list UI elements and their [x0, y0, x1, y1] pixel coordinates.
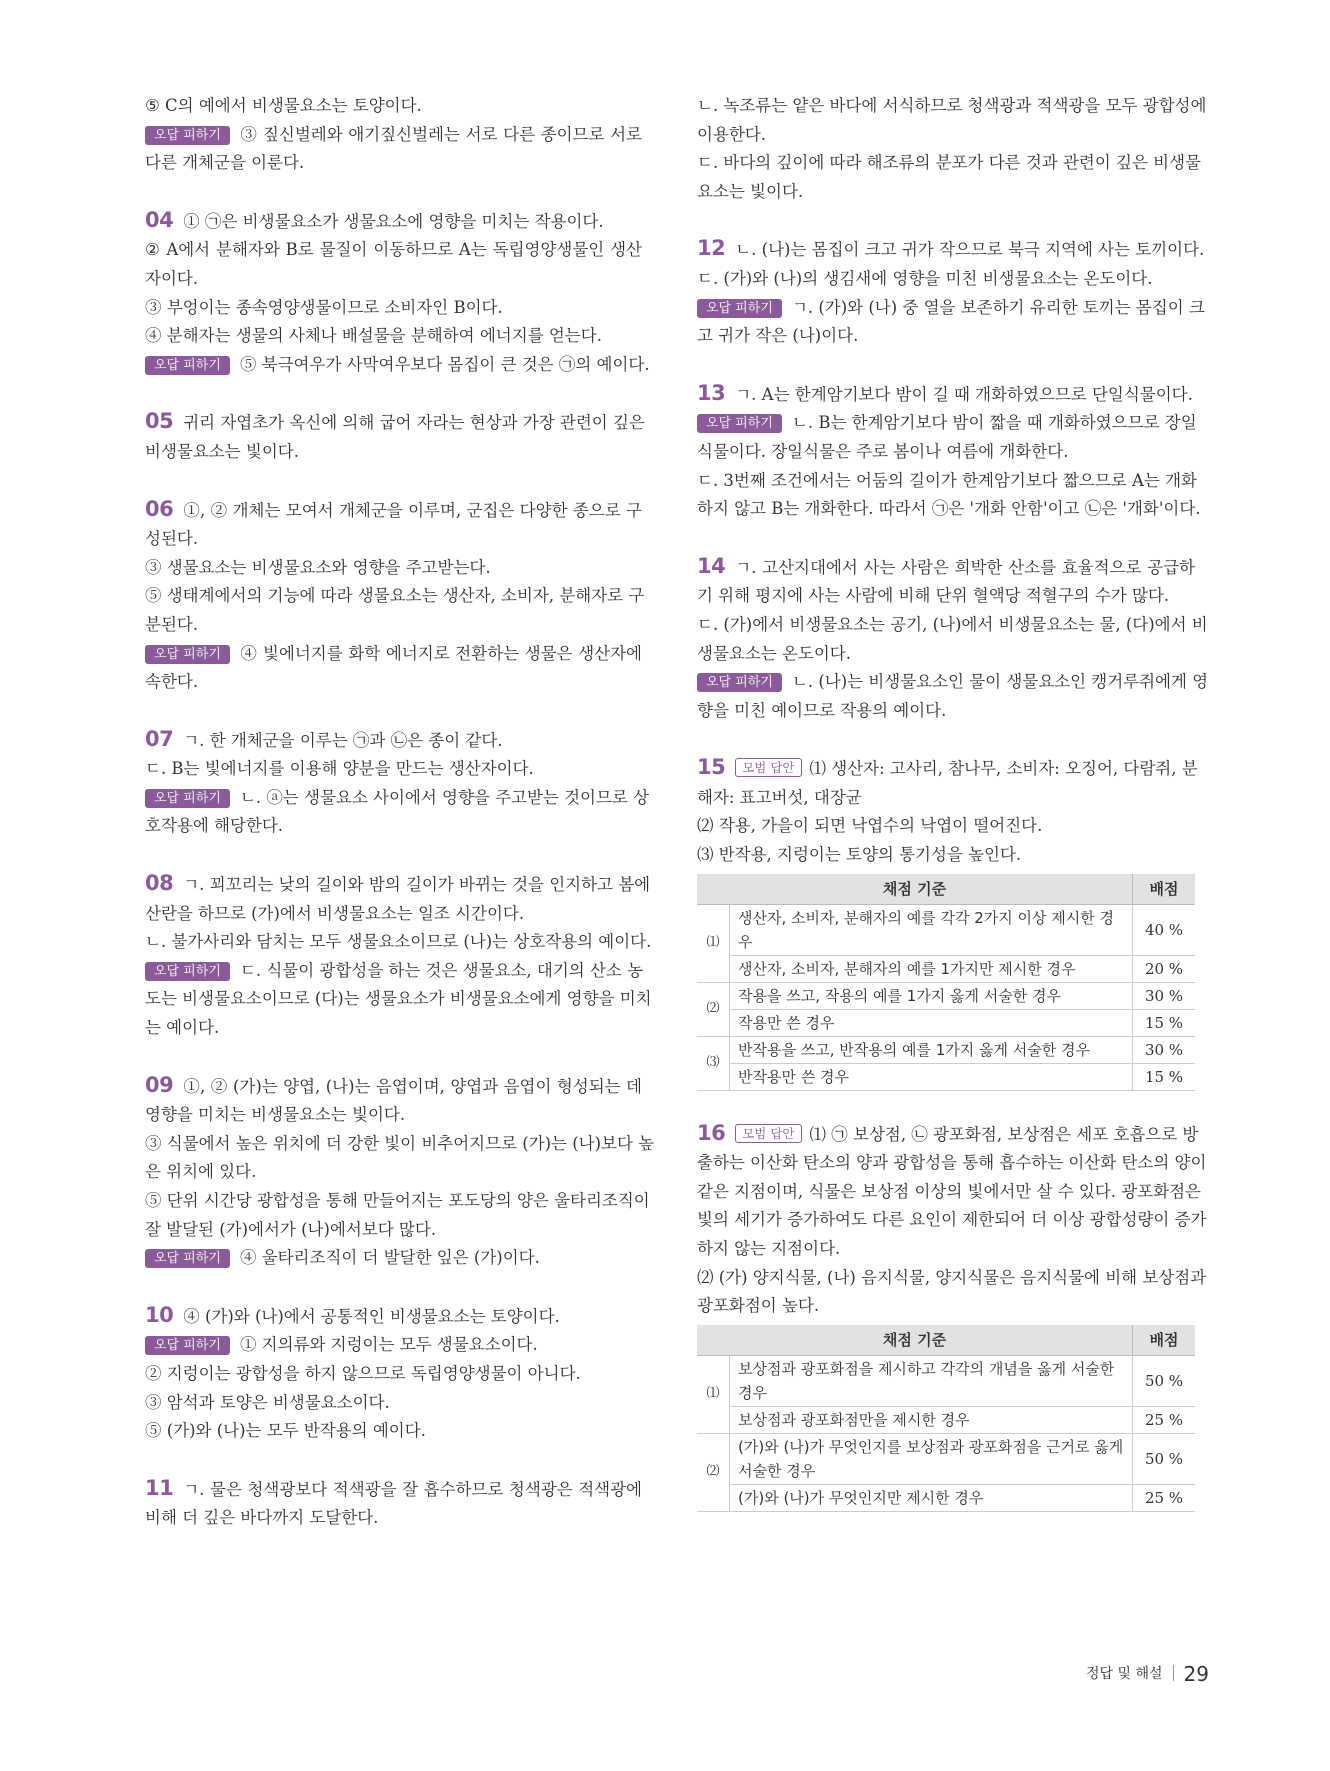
text-line: 하지 않는 지점이다. — [697, 1239, 841, 1259]
text-line: ⑤ 단위 시간당 광합성을 통해 만들어지는 포도당의 양은 울타리조직이 — [145, 1191, 650, 1210]
text-line: 고 귀가 작은 (나)이다. — [697, 326, 859, 346]
answer-05 — [145, 407, 645, 466]
text-line: ㄴ. (나)는 몸집이 크고 귀가 작으므로 북극 지역에 사는 토끼이다. — [735, 240, 1205, 260]
wrong-answer-badge: 오답 피하기 — [145, 962, 230, 981]
criteria-cell: 보상점과 광포화점만을 제시한 경우 — [730, 1406, 1133, 1433]
table-row — [697, 1355, 1195, 1406]
scoring-table-16 — [697, 1325, 1195, 1512]
footer-label: 정답 및 해설 — [1086, 1666, 1163, 1682]
footer-divider — [1173, 1665, 1174, 1681]
criteria-cell: 반작용만 쓴 경우 — [730, 1063, 1133, 1090]
text-line: ①, ② 개체는 모여서 개체군을 이루며, 군집은 다양한 종으로 구 — [183, 500, 642, 520]
text-line: ④ (가)와 (나)에서 공통적인 비생물요소는 토양이다. — [183, 1306, 560, 1326]
text-line: ② 지렁이는 광합성을 하지 않으므로 독립영양생물이 아니다. — [145, 1363, 581, 1383]
text-line: ⑴ 생산자: 고사리, 참나무, 소비자: 오징어, 다람쥐, 분 — [809, 759, 1198, 779]
table-row — [697, 1036, 1195, 1063]
text-line: ④ 분해자는 생물의 사체나 배설물을 분해하여 에너지를 얻는다. — [145, 326, 602, 346]
wrong-answer-badge: 오답 피하기 — [697, 673, 782, 692]
text-line: ④ 빛에너지를 화학 에너지로 전환하는 생물은 생산자에 — [239, 643, 642, 663]
table-row — [697, 955, 1195, 982]
answer-16 — [697, 1119, 1207, 1321]
criteria-cell: 생산자, 소비자, 분해자의 예를 각각 2가지 이상 제시한 경우 — [730, 904, 1133, 955]
table-row — [697, 1009, 1195, 1036]
wrong-answer-badge: 오답 피하기 — [145, 1249, 230, 1268]
question-number: 10 — [145, 1302, 174, 1327]
text-line: ㄷ. (가)에서 비생물요소는 공기, (나)에서 비생물요소는 물, (다)에서 비 — [697, 614, 1208, 634]
answer-11-continued — [697, 92, 1207, 206]
table-row — [697, 904, 1195, 955]
text-line: 해자: 표고버섯, 대장균 — [697, 787, 862, 807]
criteria-cell: (가)와 (나)가 무엇인지를 보상점과 광포화점을 근거로 옳게 서술한 경우 — [730, 1433, 1133, 1484]
table-row — [697, 982, 1195, 1009]
text-line: ㄷ. 3번째 조건에서는 어둠의 길이가 한계암기보다 짧으므로 A는 개화 — [697, 470, 1197, 490]
points-cell: 30 % — [1133, 1036, 1196, 1063]
table-header-criteria: 채점 기준 — [697, 874, 1133, 905]
text-line: 자이다. — [145, 268, 199, 288]
text-line: ⑤ 북극여우가 사막여우보다 몸집이 큰 것은 ㉠의 예이다. — [239, 354, 650, 374]
text-line: ③ 짚신벌레와 애기짚신벌레는 서로 다른 종이므로 서로 — [239, 124, 642, 144]
text-line: 잘 발달된 (가)에서가 (나)에서보다 많다. — [145, 1219, 437, 1239]
criteria-cell: 반작용을 쓰고, 반작용의 예를 1가지 옳게 서술한 경우 — [730, 1036, 1133, 1063]
model-answer-badge: 모범 답안 — [735, 1124, 801, 1143]
question-number: 09 — [145, 1072, 174, 1097]
text-line: 빛의 세기가 증가하여도 다른 요인이 제한되어 더 이상 광합성량이 증가 — [697, 1210, 1207, 1230]
wrong-answer-badge: 오답 피하기 — [145, 1336, 230, 1355]
criteria-cell: 보상점과 광포화점을 제시하고 각각의 개념을 옳게 서술한 경우 — [730, 1355, 1133, 1406]
text-line: ㄴ. (나)는 비생물요소인 물이 생물요소인 캥거루쥐에게 영 — [791, 672, 1209, 692]
text-line: ①, ② (가)는 양엽, (나)는 음엽이며, 양엽과 음엽이 형성되는 데 — [183, 1076, 642, 1096]
wrong-answer-badge: 오답 피하기 — [145, 645, 230, 664]
question-number: 13 — [697, 380, 726, 405]
text-line: ③ 부엉이는 종속영양생물이므로 소비자인 B이다. — [145, 297, 503, 317]
text-line: ㄱ. A는 한계암기보다 밤이 길 때 개화하였으므로 단일식물이다. — [735, 384, 1193, 404]
text-line: ⑤ (가)와 (나)는 모두 반작용의 예이다. — [145, 1421, 426, 1441]
answer-04 — [145, 206, 650, 380]
wrong-answer-badge: 오답 피하기 — [145, 356, 230, 375]
text-line: 요소는 빛이다. — [697, 181, 804, 201]
points-cell: 25 % — [1133, 1484, 1196, 1511]
text-line: 생물요소는 온도이다. — [697, 643, 851, 663]
answer-15 — [697, 753, 1198, 869]
question-number: 07 — [145, 726, 174, 751]
page-number: 29 — [1183, 1662, 1209, 1686]
table-row — [697, 1484, 1195, 1511]
points-cell: 20 % — [1133, 955, 1196, 982]
text-line: ③ 생물요소는 비생물요소와 영향을 주고받는다. — [145, 557, 491, 577]
points-cell: 50 % — [1133, 1355, 1196, 1406]
text-line: 은 위치에 있다. — [145, 1162, 257, 1182]
table-row — [697, 1433, 1195, 1484]
text-line: ㄱ. 고산지대에서 사는 사람은 희박한 산소를 효율적으로 공급하 — [735, 557, 1195, 577]
part-label: ⑵ — [697, 982, 730, 1036]
text-line: ㄱ. 한 개체군을 이루는 ㉠과 ㉡은 종이 같다. — [183, 730, 503, 750]
table-header-criteria: 채점 기준 — [697, 1325, 1133, 1356]
text-line: ② A에서 분해자와 B로 물질이 이동하므로 A는 독립영양생물인 생산 — [145, 240, 642, 260]
question-number: 15 — [697, 755, 726, 780]
table-header-points: 배점 — [1133, 874, 1196, 905]
text-line: ⑤ 생태계에서의 기능에 따라 생물요소는 생산자, 소비자, 분해자로 구 — [145, 586, 645, 606]
text-line: 도는 비생물요소이므로 (다)는 생물요소가 비생물요소에게 영향을 미치 — [145, 989, 652, 1009]
text-line: 속한다. — [145, 672, 199, 692]
question-number: 12 — [697, 236, 726, 261]
text-line: ⑵ (가) 양지식물, (나) 음지식물, 양지식물은 음지식물에 비해 보상점과 — [697, 1267, 1207, 1287]
text-line: ㄱ. 물은 청색광보다 적색광을 잘 흡수하므로 청색광은 적색광에 — [183, 1479, 642, 1499]
wrong-answer-badge: 오답 피하기 — [145, 789, 230, 808]
text-line: 향을 미친 예이므로 작용의 예이다. — [697, 700, 947, 720]
text-line: ⑤ C의 예에서 비생물요소는 토양이다. — [145, 96, 422, 115]
text-line: 비생물요소는 빛이다. — [145, 441, 299, 461]
text-line: 기 위해 평지에 사는 사람에 비해 단위 혈액당 적혈구의 수가 많다. — [697, 586, 1170, 606]
answer-14 — [697, 552, 1209, 726]
text-line: ㄴ. B는 한계암기보다 밤이 짧을 때 개화하였으므로 장일 — [791, 413, 1197, 433]
table-header-points: 배점 — [1133, 1325, 1196, 1356]
wrong-answer-badge: 오답 피하기 — [145, 126, 230, 145]
text-line: 비해 더 깊은 바다까지 도달한다. — [145, 1508, 379, 1528]
part-label: ⑶ — [697, 1036, 730, 1090]
text-line: 광포화점이 높다. — [697, 1296, 820, 1316]
criteria-cell: (가)와 (나)가 무엇인지만 제시한 경우 — [730, 1484, 1133, 1511]
text-line: ㄴ. 녹조류는 얕은 바다에 서식하므로 청색광과 적색광을 모두 광합성에 — [697, 96, 1207, 115]
text-line: 식물이다. 장일식물은 주로 봄이나 여름에 개화한다. — [697, 441, 1069, 461]
answer-13 — [697, 379, 1201, 524]
points-cell: 40 % — [1133, 904, 1196, 955]
question-number: 11 — [145, 1475, 174, 1500]
text-line: ① 지의류와 지렁이는 모두 생물요소이다. — [239, 1335, 538, 1355]
wrong-answer-badge: 오답 피하기 — [697, 299, 782, 318]
text-line: ㄷ. B는 빛에너지를 이용해 양분을 만드는 생산자이다. — [145, 759, 534, 779]
text-line: 이용한다. — [697, 124, 767, 144]
text-line: 출하는 이산화 탄소의 양과 광합성을 통해 흡수하는 이산화 탄소의 양이 — [697, 1153, 1207, 1173]
part-label: ⑵ — [697, 1433, 730, 1511]
text-line: 성된다. — [145, 529, 199, 549]
wrong-answer-badge: 오답 피하기 — [697, 414, 782, 433]
text-line: ㄱ. 꾀꼬리는 낮의 길이와 밤의 길이가 바뀌는 것을 인지하고 봄에 — [183, 875, 651, 895]
part-label: ⑴ — [697, 904, 730, 982]
points-cell: 15 % — [1133, 1009, 1196, 1036]
text-line: 귀리 자엽초가 옥신에 의해 굽어 자라는 현상과 가장 관련이 깊은 — [183, 413, 645, 433]
question-number: 16 — [697, 1120, 726, 1145]
criteria-cell: 작용을 쓰고, 작용의 예를 1가지 옳게 서술한 경우 — [730, 982, 1133, 1009]
table-row — [697, 1406, 1195, 1433]
text-line: 호작용에 해당한다. — [145, 816, 284, 836]
text-line: 분된다. — [145, 614, 199, 634]
points-cell: 25 % — [1133, 1406, 1196, 1433]
text-line: 같은 지점이며, 식물은 보상점 이상의 빛에서만 살 수 있다. 광포화점은 — [697, 1181, 1201, 1201]
text-line: 는 예이다. — [145, 1018, 220, 1038]
points-cell: 15 % — [1133, 1063, 1196, 1090]
text-line: ㄱ. (가)와 (나) 중 열을 보존하기 유리한 토끼는 몸집이 크 — [791, 297, 1205, 317]
page-footer — [1086, 1662, 1209, 1686]
points-cell: 50 % — [1133, 1433, 1196, 1484]
text-line: ③ 식물에서 높은 위치에 더 강한 빛이 비추어지므로 (가)는 (나)보다 높 — [145, 1133, 655, 1153]
text-line: 다른 개체군을 이룬다. — [145, 153, 305, 173]
text-line: 산란을 하므로 (가)에서 비생물요소는 일조 시간이다. — [145, 903, 525, 923]
scoring-table-15 — [697, 874, 1195, 1091]
criteria-cell: 생산자, 소비자, 분해자의 예를 1가지만 제시한 경우 — [730, 955, 1133, 982]
text-line: ㄴ. ⓐ는 생물요소 사이에서 영향을 주고받는 것이므로 상 — [239, 787, 650, 807]
part-label: ⑴ — [697, 1355, 730, 1433]
left-column — [145, 92, 655, 1561]
question-number: 06 — [145, 496, 174, 521]
text-line: 영향을 미치는 비생물요소는 빛이다. — [145, 1105, 406, 1125]
question-number: 08 — [145, 871, 174, 896]
right-column — [697, 92, 1209, 1540]
text-line: ⑴ ㉠ 보상점, ㉡ 광포화점, 보상점은 세포 호흡으로 방 — [809, 1124, 1199, 1144]
answer-10 — [145, 1301, 642, 1446]
answer-07 — [145, 725, 650, 841]
text-line: ④ 울타리조직이 더 발달한 잎은 (가)이다. — [239, 1248, 540, 1268]
question-number: 05 — [145, 409, 174, 434]
question-number: 04 — [145, 207, 174, 232]
text-line: ㄷ. (가)와 (나)의 생김새에 영향을 미친 비생물요소는 온도이다. — [697, 268, 1153, 288]
text-line: ⑵ 작용, 가을이 되면 낙엽수의 낙엽이 떨어진다. — [697, 816, 1043, 836]
criteria-cell: 작용만 쓴 경우 — [730, 1009, 1133, 1036]
text-line: ① ㉠은 비생물요소가 생물요소에 영향을 미치는 작용이다. — [183, 211, 604, 231]
answer-06 — [145, 495, 645, 697]
answer-03-continued — [145, 92, 642, 178]
text-line: ㄷ. 바다의 깊이에 따라 해조류의 분포가 다른 것과 관련이 깊은 비생물 — [697, 153, 1201, 173]
question-number: 14 — [697, 553, 726, 578]
answer-08 — [145, 869, 652, 1043]
answer-11 — [145, 1474, 642, 1533]
text-line: ㄴ. 불가사리와 담치는 모두 생물요소이므로 (나)는 상호작용의 예이다. — [145, 932, 652, 952]
points-cell: 30 % — [1133, 982, 1196, 1009]
text-line: 하지 않고 B는 개화한다. 따라서 ㉠은 '개화 안함'이고 ㉡은 '개화'이다. — [697, 499, 1201, 519]
text-line: ③ 암석과 토양은 비생물요소이다. — [145, 1392, 390, 1412]
answer-09 — [145, 1071, 655, 1273]
text-line: ⑶ 반작용, 지렁이는 토양의 통기성을 높인다. — [697, 845, 1022, 865]
table-row — [697, 1063, 1195, 1090]
model-answer-badge: 모범 답안 — [735, 758, 801, 777]
answer-12 — [697, 234, 1205, 350]
text-line: ㄷ. 식물이 광합성을 하는 것은 생물요소, 대기의 산소 농 — [239, 960, 644, 980]
